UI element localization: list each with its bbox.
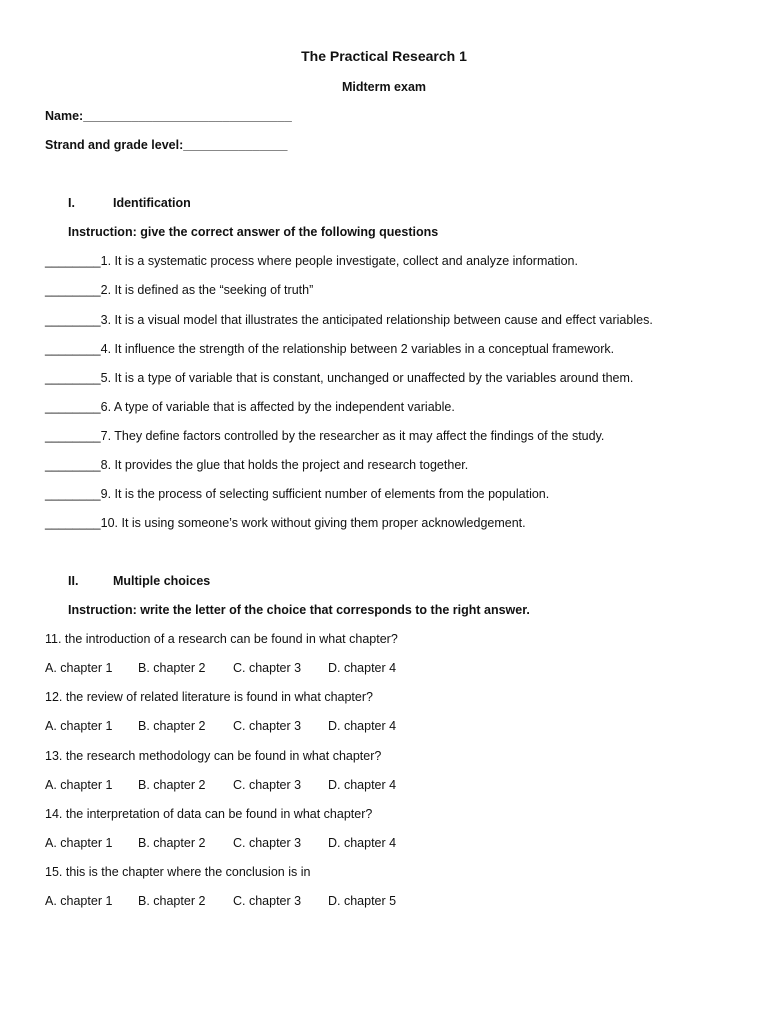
- identification-item-4: ________4. It influence the strength of the relationship between 2 variables in a conceptual framework.: [45, 342, 615, 356]
- page-title: The Practical Research 1: [301, 48, 467, 64]
- identification-item-9: ________9. It is the process of selecting sufficient number of elements from the population.: [45, 487, 550, 501]
- choice-14-b: B. chapter 2: [138, 836, 206, 850]
- identification-item-6: ________6. A type of variable that is affected by the independent variable.: [45, 400, 455, 414]
- choice-15-c: C. chapter 3: [233, 894, 302, 908]
- question-15: 15. this is the chapter where the conclusion is in: [45, 865, 311, 879]
- section2-heading: Multiple choices: [113, 574, 211, 588]
- section1-instruction: Instruction: give the correct answer of the following questions: [68, 225, 439, 239]
- identification-item-2: ________2. It is defined as the “seeking of truth”: [45, 283, 314, 297]
- choice-15-b: B. chapter 2: [138, 894, 206, 908]
- choice-15-d: D. chapter 5: [328, 894, 397, 908]
- choice-11-c: C. chapter 3: [233, 661, 302, 675]
- choice-14-d: D. chapter 4: [328, 836, 397, 850]
- page-subtitle: Midterm exam: [341, 80, 427, 94]
- section2-instruction: Instruction: write the letter of the choice that corresponds to the right answer.: [68, 603, 530, 617]
- choice-14-c: C. chapter 3: [233, 836, 302, 850]
- choice-12-b: B. chapter 2: [138, 719, 206, 733]
- choice-15-a: A. chapter 1: [45, 894, 113, 908]
- choice-13-c: C. chapter 3: [233, 778, 302, 792]
- question-11: 11. the introduction of a research can be found in what chapter?: [45, 632, 398, 646]
- identification-item-5: ________5. It is a type of variable that is constant, unchanged or unaffected by the variables around them.: [45, 371, 634, 385]
- identification-item-7: ________7. They define factors controlled by the researcher as it may affect the findings of the study.: [45, 429, 605, 443]
- strand-field: Strand and grade level:_______________: [45, 138, 288, 152]
- choice-12-a: A. chapter 1: [45, 719, 113, 733]
- question-14: 14. the interpretation of data can be found in what chapter?: [45, 807, 373, 821]
- choice-13-a: A. chapter 1: [45, 778, 113, 792]
- choice-11-d: D. chapter 4: [328, 661, 397, 675]
- question-12: 12. the review of related literature is found in what chapter?: [45, 690, 373, 704]
- question-13: 13. the research methodology can be found in what chapter?: [45, 749, 382, 763]
- choice-13-b: B. chapter 2: [138, 778, 206, 792]
- identification-item-8: ________8. It provides the glue that holds the project and research together.: [45, 458, 469, 472]
- choice-12-d: D. chapter 4: [328, 719, 397, 733]
- identification-item-3: ________3. It is a visual model that illustrates the anticipated relationship between cause and effect variables.: [45, 313, 653, 327]
- choice-11-b: B. chapter 2: [138, 661, 206, 675]
- section1-heading: Identification: [113, 196, 191, 210]
- name-field: Name:______________________________: [45, 109, 292, 123]
- section2-number: II.: [68, 574, 79, 588]
- choice-14-a: A. chapter 1: [45, 836, 113, 850]
- choice-11-a: A. chapter 1: [45, 661, 113, 675]
- identification-item-10: ________10. It is using someone’s work without giving them proper acknowledgement.: [45, 516, 526, 530]
- section1-number: I.: [68, 196, 75, 210]
- identification-item-1: ________1. It is a systematic process where people investigate, collect and analyze information.: [45, 254, 578, 268]
- choice-13-d: D. chapter 4: [328, 778, 397, 792]
- choice-12-c: C. chapter 3: [233, 719, 302, 733]
